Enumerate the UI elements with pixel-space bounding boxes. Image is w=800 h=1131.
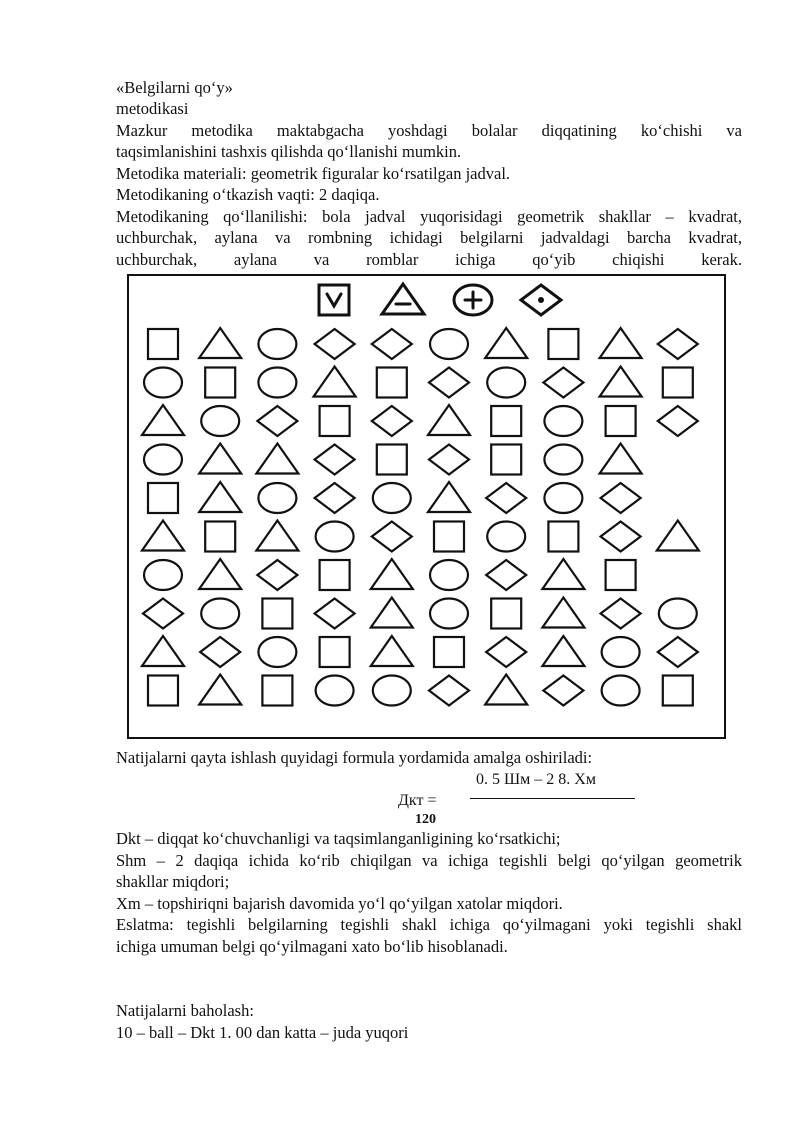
title-line-2: metodikasi bbox=[116, 99, 189, 118]
grid-circle-shape bbox=[201, 406, 239, 436]
usage-line-2: uchburchak, aylana va rombning ichidagi belgilarni jadvaldagi barcha kvadrat, bbox=[116, 228, 742, 247]
figure-frame bbox=[128, 275, 725, 738]
shape-row bbox=[143, 598, 697, 629]
grid-triangle-shape bbox=[428, 405, 470, 435]
grid-circle-shape bbox=[487, 522, 525, 552]
shape-row bbox=[142, 405, 698, 436]
grid-diamond-shape bbox=[486, 637, 526, 667]
intro-line-1: Mazkur metodika maktabgacha yoshdagi bolalar diqqatining ko‘chishi va bbox=[116, 121, 742, 140]
grid-diamond-shape bbox=[658, 406, 698, 436]
grid-circle-shape bbox=[258, 368, 296, 398]
grid-circle-shape bbox=[373, 483, 411, 513]
grid-circle-shape bbox=[487, 368, 525, 398]
grid-triangle-shape bbox=[542, 636, 584, 666]
grid-diamond-shape bbox=[601, 522, 641, 552]
grid-circle-shape bbox=[544, 483, 582, 513]
grid-triangle-shape bbox=[256, 444, 298, 474]
grid-triangle-shape bbox=[657, 521, 699, 551]
dkt-definition: Dkt – diqqat ko‘chuvchanligi va taqsimlanganligining ko‘rsatkichi; bbox=[116, 829, 561, 848]
grid-circle-shape bbox=[373, 676, 411, 706]
shape-row bbox=[144, 444, 642, 475]
grid-circle-shape bbox=[602, 637, 640, 667]
shape-row bbox=[148, 675, 693, 706]
grid-diamond-shape bbox=[315, 445, 355, 475]
grid-triangle-shape bbox=[142, 405, 184, 435]
grid-circle-shape bbox=[258, 637, 296, 667]
grid-triangle-shape bbox=[542, 559, 584, 589]
grid-triangle-shape bbox=[142, 636, 184, 666]
grid-circle-shape bbox=[144, 560, 182, 590]
grid-diamond-shape bbox=[429, 445, 469, 475]
shape-row bbox=[142, 636, 698, 667]
xm-definition: Xm – topshiriqni bajarish davomida yo‘l qo‘yilgan xatolar miqdori. bbox=[116, 894, 563, 913]
grid-diamond-shape bbox=[372, 522, 412, 552]
grid-square-shape bbox=[548, 329, 578, 359]
shm-definition-line-2: shakllar miqdori; bbox=[116, 872, 230, 891]
grid-diamond-shape bbox=[372, 329, 412, 359]
grid-triangle-shape bbox=[199, 482, 241, 512]
grid-square-shape bbox=[320, 637, 350, 667]
processing-line: Natijalarni qayta ishlash quyidagi formula yordamida amalga oshiriladi: bbox=[116, 748, 593, 767]
grid-circle-shape bbox=[430, 560, 468, 590]
grid-circle-shape bbox=[602, 676, 640, 706]
grid-triangle-shape bbox=[142, 521, 184, 551]
legend-square-icon bbox=[319, 285, 349, 315]
usage-line-3: uchburchak, aylana va romblar ichiga qo‘yib chiqishi kerak. bbox=[116, 250, 742, 269]
grid-circle-shape bbox=[144, 445, 182, 475]
grid-square-shape bbox=[148, 329, 178, 359]
usage-line-1: Metodikaning qo‘llanilishi: bola jadval yuqorisidagi geometrik shakllar – kvadrat, bbox=[116, 207, 742, 226]
grid-diamond-shape bbox=[315, 599, 355, 629]
grid-circle-shape bbox=[258, 483, 296, 513]
grid-triangle-shape bbox=[199, 559, 241, 589]
grid-diamond-shape bbox=[543, 676, 583, 706]
grid-circle-shape bbox=[316, 522, 354, 552]
grid-circle-shape bbox=[430, 329, 468, 359]
grid-diamond-shape bbox=[429, 676, 469, 706]
grid-diamond-shape bbox=[315, 329, 355, 359]
grid-diamond-shape bbox=[143, 599, 183, 629]
grid-diamond-shape bbox=[372, 406, 412, 436]
formula-numerator: 0. 5 Шм – 2 8. Хм bbox=[476, 771, 596, 788]
shape-row bbox=[148, 328, 698, 359]
note-line-1: Eslatma: tegishli belgilarning tegishli shakl ichiga qo‘yilmagani yoki tegishli shakl bbox=[116, 915, 742, 934]
grid-diamond-shape bbox=[486, 483, 526, 513]
grid-square-shape bbox=[606, 406, 636, 436]
grid-square-shape bbox=[205, 522, 235, 552]
legend-circle-icon bbox=[454, 285, 492, 315]
shape-row bbox=[144, 559, 636, 590]
grid-triangle-shape bbox=[199, 328, 241, 358]
grid-triangle-shape bbox=[600, 367, 642, 397]
grid-diamond-shape bbox=[486, 560, 526, 590]
shapes-table-figure bbox=[127, 274, 726, 739]
grid-square-shape bbox=[434, 522, 464, 552]
intro-line-2: taqsimlanishini tashxis qilishda qo‘llanishi mumkin. bbox=[116, 142, 462, 161]
grid-diamond-shape bbox=[257, 560, 297, 590]
shape-row bbox=[144, 367, 693, 398]
material-line: Metodika materiali: geometrik figuralar ko‘rsatilgan jadval. bbox=[116, 164, 511, 183]
grid-triangle-shape bbox=[199, 675, 241, 705]
grid-triangle-shape bbox=[371, 559, 413, 589]
grid-diamond-shape bbox=[658, 637, 698, 667]
title-line-1: «Belgilarni qo‘y» bbox=[116, 78, 233, 97]
grid-square-shape bbox=[262, 676, 292, 706]
grid-triangle-shape bbox=[600, 444, 642, 474]
grid-square-shape bbox=[663, 676, 693, 706]
grid-diamond-shape bbox=[601, 599, 641, 629]
grid-triangle-shape bbox=[371, 636, 413, 666]
grid-circle-shape bbox=[258, 329, 296, 359]
grid-triangle-shape bbox=[371, 598, 413, 628]
grid-square-shape bbox=[148, 483, 178, 513]
formula-lhs: Дкт = bbox=[398, 792, 437, 809]
grid-triangle-shape bbox=[485, 328, 527, 358]
grid-square-shape bbox=[606, 560, 636, 590]
grid-triangle-shape bbox=[256, 521, 298, 551]
grid-circle-shape bbox=[659, 599, 697, 629]
grid-square-shape bbox=[320, 406, 350, 436]
score-line: 10 – ball – Dkt 1. 00 dan katta – juda yuqori bbox=[116, 1023, 409, 1042]
grid-circle-shape bbox=[544, 406, 582, 436]
grid-square-shape bbox=[548, 522, 578, 552]
grid-square-shape bbox=[491, 445, 521, 475]
grid-square-shape bbox=[148, 676, 178, 706]
legend-triangle-icon bbox=[382, 284, 424, 314]
grid-square-shape bbox=[262, 599, 292, 629]
formula-denominator: 120 bbox=[415, 812, 436, 827]
grid-triangle-shape bbox=[600, 328, 642, 358]
grid-diamond-shape bbox=[257, 406, 297, 436]
grid-triangle-shape bbox=[485, 675, 527, 705]
grid-circle-shape bbox=[144, 368, 182, 398]
grid-diamond-shape bbox=[543, 368, 583, 398]
grid-diamond-shape bbox=[429, 368, 469, 398]
grid-triangle-shape bbox=[314, 367, 356, 397]
grid-diamond-shape bbox=[315, 483, 355, 513]
grid-circle-shape bbox=[201, 599, 239, 629]
grid-diamond-shape bbox=[601, 483, 641, 513]
grid-circle-shape bbox=[430, 599, 468, 629]
grid-square-shape bbox=[663, 368, 693, 398]
grid-circle-shape bbox=[544, 445, 582, 475]
legend-diamond-icon bbox=[521, 285, 561, 315]
grid-square-shape bbox=[205, 368, 235, 398]
shm-definition-line-1: Shm – 2 daqiqa ichida ko‘rib chiqilgan va ichiga tegishli belgi qo‘yilgan geometrik bbox=[116, 851, 742, 870]
grid-square-shape bbox=[434, 637, 464, 667]
grid-square-shape bbox=[491, 406, 521, 436]
grid-square-shape bbox=[491, 599, 521, 629]
grid-square-shape bbox=[377, 445, 407, 475]
grid-triangle-shape bbox=[542, 598, 584, 628]
grid-square-shape bbox=[377, 368, 407, 398]
note-line-2: ichiga umuman belgi qo‘yilmagani xato bo‘lib hisoblanadi. bbox=[116, 937, 508, 956]
grid-circle-shape bbox=[316, 676, 354, 706]
time-line: Metodikaning o‘tkazish vaqti: 2 daqiqa. bbox=[116, 185, 380, 204]
evaluation-heading: Natijalarni baholash: bbox=[116, 1001, 254, 1020]
shape-row bbox=[148, 482, 641, 513]
grid-diamond-shape bbox=[658, 329, 698, 359]
grid-diamond-shape bbox=[200, 637, 240, 667]
grid-triangle-shape bbox=[428, 482, 470, 512]
grid-square-shape bbox=[320, 560, 350, 590]
shape-row bbox=[142, 521, 699, 552]
formula-fraction-bar bbox=[470, 798, 635, 799]
grid-triangle-shape bbox=[199, 444, 241, 474]
